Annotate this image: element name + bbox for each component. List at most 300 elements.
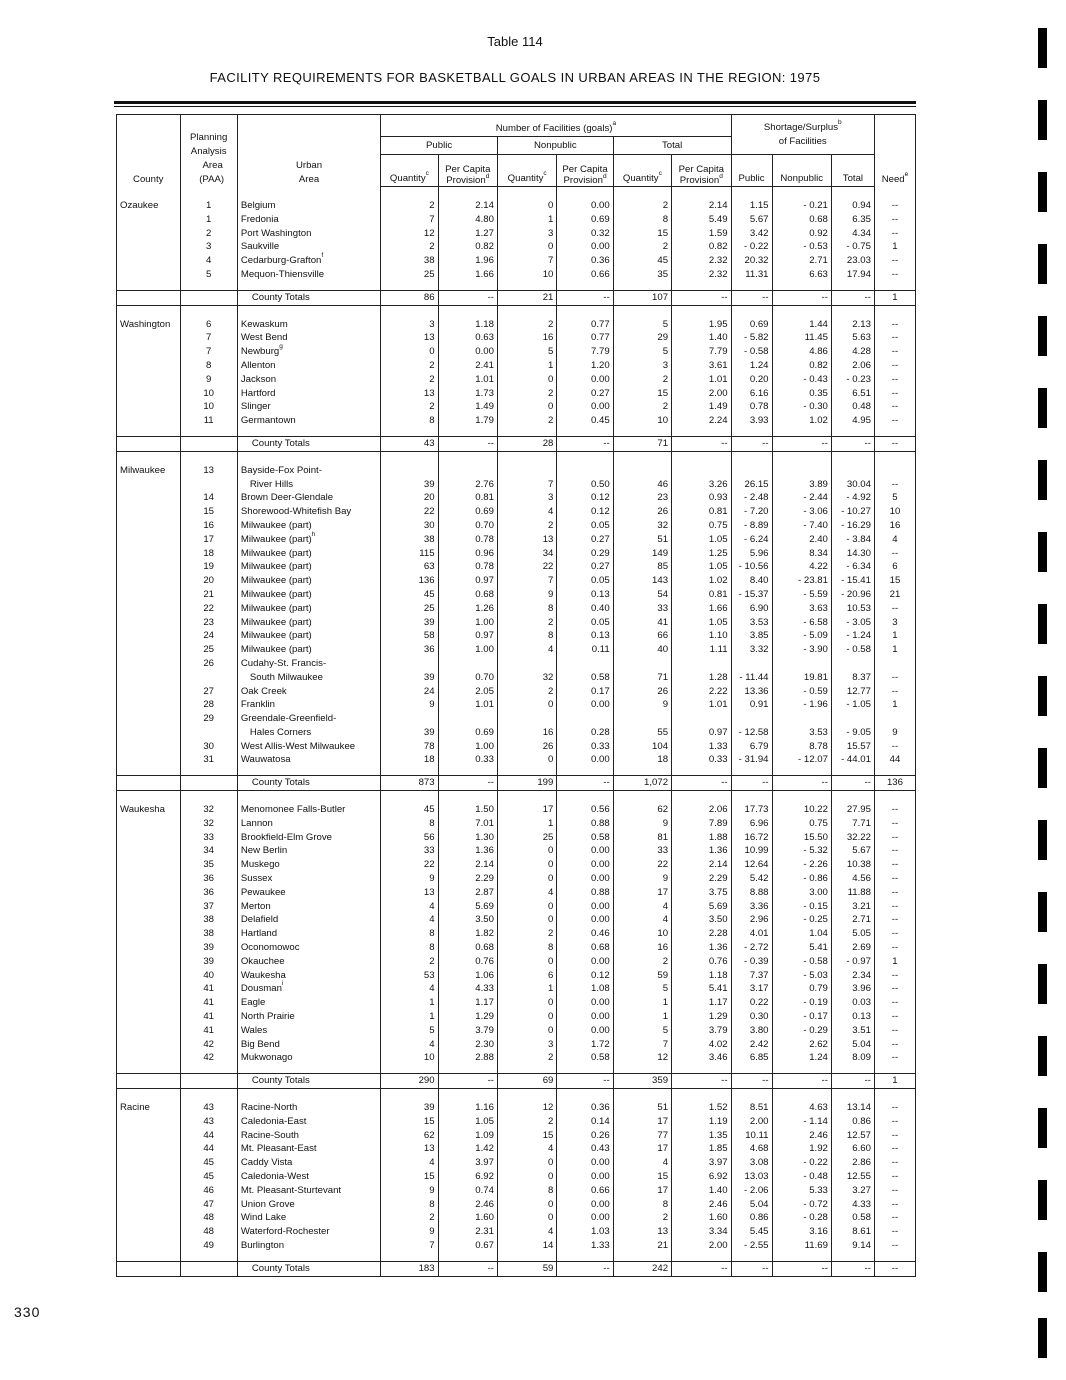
need-cell: -- bbox=[874, 400, 915, 414]
need-cell: -- bbox=[874, 858, 915, 872]
public-provision-cell: 1.00 bbox=[438, 643, 497, 657]
shortage-public-cell: 4.01 bbox=[731, 927, 772, 941]
public-quantity-cell: 25 bbox=[381, 602, 438, 616]
margin-mark bbox=[1038, 748, 1047, 788]
need-cell bbox=[874, 657, 915, 671]
total-provision-cell: 1.02 bbox=[672, 574, 731, 588]
shortage-nonpublic-cell: 0.75 bbox=[772, 817, 831, 831]
nonpublic-quantity-cell: 7 bbox=[497, 254, 556, 268]
spacer-row bbox=[117, 767, 916, 776]
total-provision-cell: 3.46 bbox=[672, 1051, 731, 1065]
urban-area-name: New Berlin bbox=[240, 845, 288, 857]
nonpublic-provision-cell: 0.68 bbox=[557, 941, 613, 955]
nonpublic-quantity-cell: 26 bbox=[497, 740, 556, 754]
nonpublic-provision-cell: 0.00 bbox=[557, 844, 613, 858]
nonpublic-provision-cell: 0.58 bbox=[557, 1051, 613, 1065]
county-cell bbox=[117, 331, 181, 345]
table-row bbox=[117, 1198, 916, 1212]
nonpublic-quantity-cell: 2 bbox=[497, 387, 556, 401]
shortage-public-cell: 0.91 bbox=[731, 698, 772, 712]
nonpublic-quantity-cell: 0 bbox=[497, 240, 556, 254]
table-row bbox=[117, 199, 916, 213]
urban-area-cell bbox=[237, 969, 380, 983]
public-provision-cell: 2.14 bbox=[438, 858, 497, 872]
table-row bbox=[117, 616, 916, 630]
public-quantity-cell bbox=[381, 1089, 438, 1102]
county-cell bbox=[117, 290, 181, 305]
urban-area-name: Franklin bbox=[240, 699, 275, 711]
public-provision-cell: 4.33 bbox=[438, 982, 497, 996]
public-quantity-cell: 39 bbox=[381, 726, 438, 740]
urban-area-name: Cudahy-St. Francis- bbox=[240, 657, 327, 669]
total-provision-cell: -- bbox=[672, 436, 731, 451]
paa-cell: 39 bbox=[180, 941, 237, 955]
margin-mark bbox=[1038, 460, 1047, 500]
nonpublic-quantity-cell bbox=[497, 657, 556, 671]
need-cell: -- bbox=[874, 831, 915, 845]
shortage-public-cell: - 2.48 bbox=[731, 491, 772, 505]
nonpublic-quantity-cell: 10 bbox=[497, 268, 556, 282]
total-quantity-cell: 32 bbox=[613, 519, 671, 533]
shortage-total-cell: - 10.27 bbox=[831, 505, 874, 519]
county-cell bbox=[117, 969, 181, 983]
county-cell bbox=[117, 671, 181, 685]
county-cell bbox=[117, 436, 181, 451]
shortage-total-cell: 23.03 bbox=[831, 254, 874, 268]
need-cell: -- bbox=[874, 1261, 915, 1276]
county-cell bbox=[117, 1089, 181, 1102]
public-provision-cell: 1.60 bbox=[438, 1211, 497, 1225]
county-cell bbox=[117, 886, 181, 900]
total-quantity-cell: 77 bbox=[613, 1129, 671, 1143]
nonpublic-quantity-cell bbox=[497, 305, 556, 318]
nonpublic-quantity-cell: 13 bbox=[497, 533, 556, 547]
public-provision-cell: 2.87 bbox=[438, 886, 497, 900]
paa-cell: 24 bbox=[180, 629, 237, 643]
total-quantity-cell: 1,072 bbox=[613, 776, 671, 791]
total-provision-cell: 1.33 bbox=[672, 740, 731, 754]
county-cell bbox=[117, 1239, 181, 1253]
total-provision-cell: 3.79 bbox=[672, 1024, 731, 1038]
total-provision-cell: 1.95 bbox=[672, 318, 731, 332]
need-cell: -- bbox=[874, 331, 915, 345]
county-cell bbox=[117, 698, 181, 712]
public-quantity-cell: 33 bbox=[381, 844, 438, 858]
paa-cell: 22 bbox=[180, 602, 237, 616]
nonpublic-provision-cell: 0.77 bbox=[557, 318, 613, 332]
table-row bbox=[117, 1184, 916, 1198]
urban-area-cell bbox=[237, 791, 380, 804]
county-cell bbox=[117, 941, 181, 955]
public-quantity-cell bbox=[381, 451, 438, 464]
shortage-nonpublic-cell: - 7.40 bbox=[772, 519, 831, 533]
spacer-row bbox=[117, 428, 916, 437]
nonpublic-provision-cell: 0.27 bbox=[557, 560, 613, 574]
total-provision-cell: 0.75 bbox=[672, 519, 731, 533]
paa-cell: 15 bbox=[180, 505, 237, 519]
paa-cell: 40 bbox=[180, 969, 237, 983]
urban-area-cell: County Totals bbox=[237, 1261, 380, 1276]
total-provision-cell bbox=[672, 282, 731, 291]
nonpublic-provision-cell: 0.66 bbox=[557, 1184, 613, 1198]
public-provision-cell bbox=[438, 282, 497, 291]
nonpublic-quantity-cell: 2 bbox=[497, 616, 556, 630]
table-row bbox=[117, 533, 916, 547]
table-row bbox=[117, 387, 916, 401]
paa-cell: 11 bbox=[180, 414, 237, 428]
shortage-public-cell: 0.22 bbox=[731, 996, 772, 1010]
nonpublic-quantity-cell: 1 bbox=[497, 817, 556, 831]
nonpublic-quantity-cell: 34 bbox=[497, 547, 556, 561]
public-quantity-cell: 2 bbox=[381, 373, 438, 387]
need-cell: -- bbox=[874, 478, 915, 492]
need-cell: 1 bbox=[874, 290, 915, 305]
public-provision-cell: 0.78 bbox=[438, 533, 497, 547]
county-cell bbox=[117, 1010, 181, 1024]
total-provision-cell: 0.82 bbox=[672, 240, 731, 254]
public-provision-cell: 1.17 bbox=[438, 996, 497, 1010]
nonpublic-provision-cell: 1.72 bbox=[557, 1038, 613, 1052]
paa-cell: 43 bbox=[180, 1115, 237, 1129]
nonpublic-quantity-cell: 28 bbox=[497, 436, 556, 451]
shortage-nonpublic-cell: 8.78 bbox=[772, 740, 831, 754]
shortage-nonpublic-cell bbox=[772, 305, 831, 318]
total-provision-cell: 2.29 bbox=[672, 872, 731, 886]
total-quantity-cell bbox=[613, 1253, 671, 1262]
county-cell: Racine bbox=[117, 1101, 181, 1115]
shortage-nonpublic-cell: 2.40 bbox=[772, 533, 831, 547]
nonpublic-provision-cell: 0.00 bbox=[557, 373, 613, 387]
county-cell bbox=[117, 1225, 181, 1239]
nonpublic-quantity-cell: 0 bbox=[497, 872, 556, 886]
public-quantity-cell: 8 bbox=[381, 941, 438, 955]
urban-area-name: Oconomowoc bbox=[240, 942, 300, 954]
urban-area-cell bbox=[237, 1065, 380, 1074]
nonpublic-provision-cell: 0.17 bbox=[557, 685, 613, 699]
nonpublic-provision-cell: 0.56 bbox=[557, 803, 613, 817]
total-quantity-cell: 2 bbox=[613, 955, 671, 969]
nonpublic-provision-cell bbox=[557, 305, 613, 318]
paa-cell: 25 bbox=[180, 643, 237, 657]
urban-area-name: Racine-South bbox=[240, 1129, 299, 1141]
margin-mark bbox=[1038, 244, 1047, 284]
public-provision-cell: 1.96 bbox=[438, 254, 497, 268]
urban-area-cell bbox=[237, 1129, 380, 1143]
total-provision-cell: 0.93 bbox=[672, 491, 731, 505]
total-quantity-cell: 40 bbox=[613, 643, 671, 657]
paa-cell: 10 bbox=[180, 400, 237, 414]
header-nonpublic: Nonpublic bbox=[497, 137, 613, 155]
header-public: Public bbox=[381, 137, 498, 155]
paa-cell bbox=[180, 1253, 237, 1262]
nonpublic-provision-cell: -- bbox=[557, 1074, 613, 1089]
public-quantity-cell: 9 bbox=[381, 1184, 438, 1198]
shortage-public-cell bbox=[731, 282, 772, 291]
shortage-total-cell: 0.94 bbox=[831, 199, 874, 213]
table-row bbox=[117, 1211, 916, 1225]
county-cell bbox=[117, 817, 181, 831]
shortage-public-cell: 5.45 bbox=[731, 1225, 772, 1239]
urban-area-cell bbox=[237, 199, 380, 213]
urban-area-name: Waterford-Rochester bbox=[240, 1226, 330, 1238]
nonpublic-provision-cell: 0.27 bbox=[557, 533, 613, 547]
total-provision-cell: 7.89 bbox=[672, 817, 731, 831]
table-row bbox=[117, 803, 916, 817]
shortage-nonpublic-cell: -- bbox=[772, 436, 831, 451]
table-row bbox=[117, 478, 916, 492]
total-provision-cell: 1.40 bbox=[672, 331, 731, 345]
urban-area-cell bbox=[237, 464, 380, 478]
shortage-public-cell bbox=[731, 712, 772, 726]
public-provision-cell: 0.97 bbox=[438, 574, 497, 588]
need-cell bbox=[874, 187, 915, 200]
nonpublic-provision-cell: 0.00 bbox=[557, 1024, 613, 1038]
shortage-total-cell: 10.53 bbox=[831, 602, 874, 616]
paa-cell: 26 bbox=[180, 657, 237, 671]
nonpublic-quantity-cell: 1 bbox=[497, 359, 556, 373]
urban-area-name: Dousman bbox=[240, 983, 282, 995]
paa-cell: 49 bbox=[180, 1239, 237, 1253]
county-cell bbox=[117, 451, 181, 464]
urban-area-name: Hales Corners bbox=[249, 726, 312, 738]
table-row bbox=[117, 1024, 916, 1038]
shortage-total-cell: 17.94 bbox=[831, 268, 874, 282]
shortage-nonpublic-cell: - 0.15 bbox=[772, 900, 831, 914]
header-public-provision: Per Capita Provision$^d$ bbox=[438, 155, 497, 187]
paa-cell: 35 bbox=[180, 858, 237, 872]
total-quantity-cell: 8 bbox=[613, 213, 671, 227]
public-provision-cell bbox=[438, 305, 497, 318]
paa-cell: 41 bbox=[180, 996, 237, 1010]
nonpublic-quantity-cell: 0 bbox=[497, 753, 556, 767]
nonpublic-quantity-cell: 0 bbox=[497, 1198, 556, 1212]
need-cell: 10 bbox=[874, 505, 915, 519]
table-number: Table 114 bbox=[487, 34, 543, 49]
shortage-public-cell: 3.08 bbox=[731, 1156, 772, 1170]
urban-area-name: Milwaukee (part) bbox=[240, 616, 312, 628]
total-quantity-cell: 104 bbox=[613, 740, 671, 754]
nonpublic-provision-cell: 1.33 bbox=[557, 1239, 613, 1253]
public-quantity-cell: 45 bbox=[381, 803, 438, 817]
public-quantity-cell: 22 bbox=[381, 505, 438, 519]
urban-area-name: Pewaukee bbox=[240, 886, 286, 898]
county-cell bbox=[117, 359, 181, 373]
shortage-nonpublic-cell bbox=[772, 282, 831, 291]
total-provision-cell: 3.75 bbox=[672, 886, 731, 900]
county-cell bbox=[117, 227, 181, 241]
nonpublic-quantity-cell: 3 bbox=[497, 491, 556, 505]
urban-area-name: Hartland bbox=[240, 928, 278, 940]
shortage-total-cell: 14.30 bbox=[831, 547, 874, 561]
shortage-public-cell: 2.42 bbox=[731, 1038, 772, 1052]
need-cell: -- bbox=[874, 872, 915, 886]
need-cell: -- bbox=[874, 1051, 915, 1065]
nonpublic-quantity-cell: 7 bbox=[497, 574, 556, 588]
shortage-total-cell: 6.51 bbox=[831, 387, 874, 401]
shortage-public-cell: - 15.37 bbox=[731, 588, 772, 602]
public-provision-cell: 0.76 bbox=[438, 955, 497, 969]
margin-mark bbox=[1038, 1036, 1047, 1076]
county-cell bbox=[117, 740, 181, 754]
nonpublic-provision-cell: 0.88 bbox=[557, 817, 613, 831]
shortage-nonpublic-cell: - 12.07 bbox=[772, 753, 831, 767]
urban-area-name: Milwaukee (part) bbox=[240, 588, 312, 600]
need-cell bbox=[874, 305, 915, 318]
nonpublic-provision-cell: 0.05 bbox=[557, 616, 613, 630]
total-provision-cell bbox=[672, 712, 731, 726]
shortage-public-cell: 12.64 bbox=[731, 858, 772, 872]
margin-mark bbox=[1038, 100, 1047, 140]
total-provision-cell: -- bbox=[672, 1074, 731, 1089]
paa-cell bbox=[180, 1261, 237, 1276]
county-cell bbox=[117, 955, 181, 969]
nonpublic-quantity-cell: 4 bbox=[497, 886, 556, 900]
total-quantity-cell: 242 bbox=[613, 1261, 671, 1276]
nonpublic-provision-cell: -- bbox=[557, 1261, 613, 1276]
county-cell bbox=[117, 982, 181, 996]
public-provision-cell: 1.29 bbox=[438, 1010, 497, 1024]
county-cell bbox=[117, 776, 181, 791]
shortage-public-cell: 6.16 bbox=[731, 387, 772, 401]
nonpublic-provision-cell: 0.00 bbox=[557, 858, 613, 872]
nonpublic-quantity-cell: 1 bbox=[497, 213, 556, 227]
paa-cell bbox=[180, 478, 237, 492]
public-quantity-cell: 2 bbox=[381, 1211, 438, 1225]
need-cell: -- bbox=[874, 844, 915, 858]
spacer-row bbox=[117, 791, 916, 804]
need-cell: -- bbox=[874, 1170, 915, 1184]
total-quantity-cell: 18 bbox=[613, 753, 671, 767]
facility-table bbox=[116, 114, 916, 1277]
header-total-quantity: Quantity$^c$ bbox=[613, 155, 671, 187]
public-quantity-cell: 4 bbox=[381, 1156, 438, 1170]
need-cell: 15 bbox=[874, 574, 915, 588]
table-row bbox=[117, 698, 916, 712]
shortage-nonpublic-cell: - 3.06 bbox=[772, 505, 831, 519]
total-quantity-cell: 41 bbox=[613, 616, 671, 630]
urban-area-cell bbox=[237, 560, 380, 574]
nonpublic-quantity-cell: 0 bbox=[497, 1010, 556, 1024]
public-provision-cell: 0.82 bbox=[438, 240, 497, 254]
county-cell bbox=[117, 1129, 181, 1143]
shortage-public-cell: -- bbox=[731, 1074, 772, 1089]
need-cell: -- bbox=[874, 1184, 915, 1198]
nonpublic-provision-cell: 0.50 bbox=[557, 478, 613, 492]
public-provision-cell: 7.01 bbox=[438, 817, 497, 831]
total-quantity-cell: 17 bbox=[613, 1115, 671, 1129]
paa-cell: 39 bbox=[180, 955, 237, 969]
nonpublic-quantity-cell: 4 bbox=[497, 1225, 556, 1239]
shortage-public-cell: - 0.58 bbox=[731, 345, 772, 359]
county-cell bbox=[117, 996, 181, 1010]
county-cell bbox=[117, 1211, 181, 1225]
public-provision-cell: 0.68 bbox=[438, 941, 497, 955]
shortage-total-cell: 12.55 bbox=[831, 1170, 874, 1184]
urban-area-cell bbox=[237, 753, 380, 767]
urban-area-cell bbox=[237, 726, 380, 740]
shortage-public-cell: 13.36 bbox=[731, 685, 772, 699]
nonpublic-provision-cell: 0.43 bbox=[557, 1142, 613, 1156]
nonpublic-quantity-cell: 2 bbox=[497, 685, 556, 699]
public-quantity-cell: 39 bbox=[381, 1101, 438, 1115]
nonpublic-provision-cell: -- bbox=[557, 436, 613, 451]
urban-area-name: Greendale-Greenfield- bbox=[240, 713, 337, 725]
public-quantity-cell: 9 bbox=[381, 1225, 438, 1239]
total-provision-cell: 2.14 bbox=[672, 199, 731, 213]
public-provision-cell bbox=[438, 1065, 497, 1074]
urban-area-name: Sussex bbox=[240, 873, 273, 885]
nonpublic-provision-cell bbox=[557, 767, 613, 776]
paa-cell bbox=[180, 671, 237, 685]
need-cell: -- bbox=[874, 941, 915, 955]
total-provision-cell: 1.36 bbox=[672, 941, 731, 955]
total-provision-cell: 1.01 bbox=[672, 373, 731, 387]
public-provision-cell: 0.70 bbox=[438, 519, 497, 533]
county-cell: Ozaukee bbox=[117, 199, 181, 213]
shortage-nonpublic-cell: -- bbox=[772, 1074, 831, 1089]
urban-area-cell bbox=[237, 387, 380, 401]
total-provision-cell: 1.05 bbox=[672, 560, 731, 574]
nonpublic-provision-cell: 0.88 bbox=[557, 886, 613, 900]
table-row bbox=[117, 1142, 916, 1156]
margin-mark bbox=[1038, 892, 1047, 932]
shortage-public-cell: 6.96 bbox=[731, 817, 772, 831]
county-cell bbox=[117, 616, 181, 630]
urban-area-cell bbox=[237, 831, 380, 845]
shortage-nonpublic-cell: - 23.81 bbox=[772, 574, 831, 588]
nonpublic-quantity-cell: 16 bbox=[497, 726, 556, 740]
total-quantity-cell: 81 bbox=[613, 831, 671, 845]
total-quantity-cell: 2 bbox=[613, 373, 671, 387]
nonpublic-quantity-cell bbox=[497, 791, 556, 804]
paa-cell: 31 bbox=[180, 753, 237, 767]
table-row bbox=[117, 685, 916, 699]
shortage-public-cell: 0.30 bbox=[731, 1010, 772, 1024]
county-cell bbox=[117, 373, 181, 387]
total-quantity-cell: 51 bbox=[613, 1101, 671, 1115]
spacer-row bbox=[117, 1253, 916, 1262]
header-total: Total bbox=[613, 137, 731, 155]
shortage-nonpublic-cell: - 1.96 bbox=[772, 698, 831, 712]
shortage-public-cell: 3.32 bbox=[731, 643, 772, 657]
table-row bbox=[117, 560, 916, 574]
county-cell bbox=[117, 927, 181, 941]
total-provision-cell: 1.40 bbox=[672, 1184, 731, 1198]
table-row bbox=[117, 588, 916, 602]
need-cell bbox=[874, 712, 915, 726]
shortage-nonpublic-cell: 3.53 bbox=[772, 726, 831, 740]
table-row bbox=[117, 900, 916, 914]
total-provision-cell: 2.46 bbox=[672, 1198, 731, 1212]
public-quantity-cell: 1 bbox=[381, 1010, 438, 1024]
county-cell bbox=[117, 1038, 181, 1052]
public-provision-cell: 0.70 bbox=[438, 671, 497, 685]
nonpublic-provision-cell bbox=[557, 791, 613, 804]
total-quantity-cell: 1 bbox=[613, 996, 671, 1010]
margin-mark bbox=[1038, 1252, 1047, 1292]
spacer-row bbox=[117, 187, 916, 200]
need-cell: 6 bbox=[874, 560, 915, 574]
shortage-nonpublic-cell: 1.92 bbox=[772, 1142, 831, 1156]
nonpublic-quantity-cell: 1 bbox=[497, 982, 556, 996]
margin-mark bbox=[1038, 172, 1047, 212]
need-cell bbox=[874, 451, 915, 464]
spacer-row bbox=[117, 1089, 916, 1102]
public-quantity-cell: 18 bbox=[381, 753, 438, 767]
paa-cell: 41 bbox=[180, 1024, 237, 1038]
county-cell bbox=[117, 400, 181, 414]
header-urban-area: Urban Area bbox=[237, 115, 380, 187]
